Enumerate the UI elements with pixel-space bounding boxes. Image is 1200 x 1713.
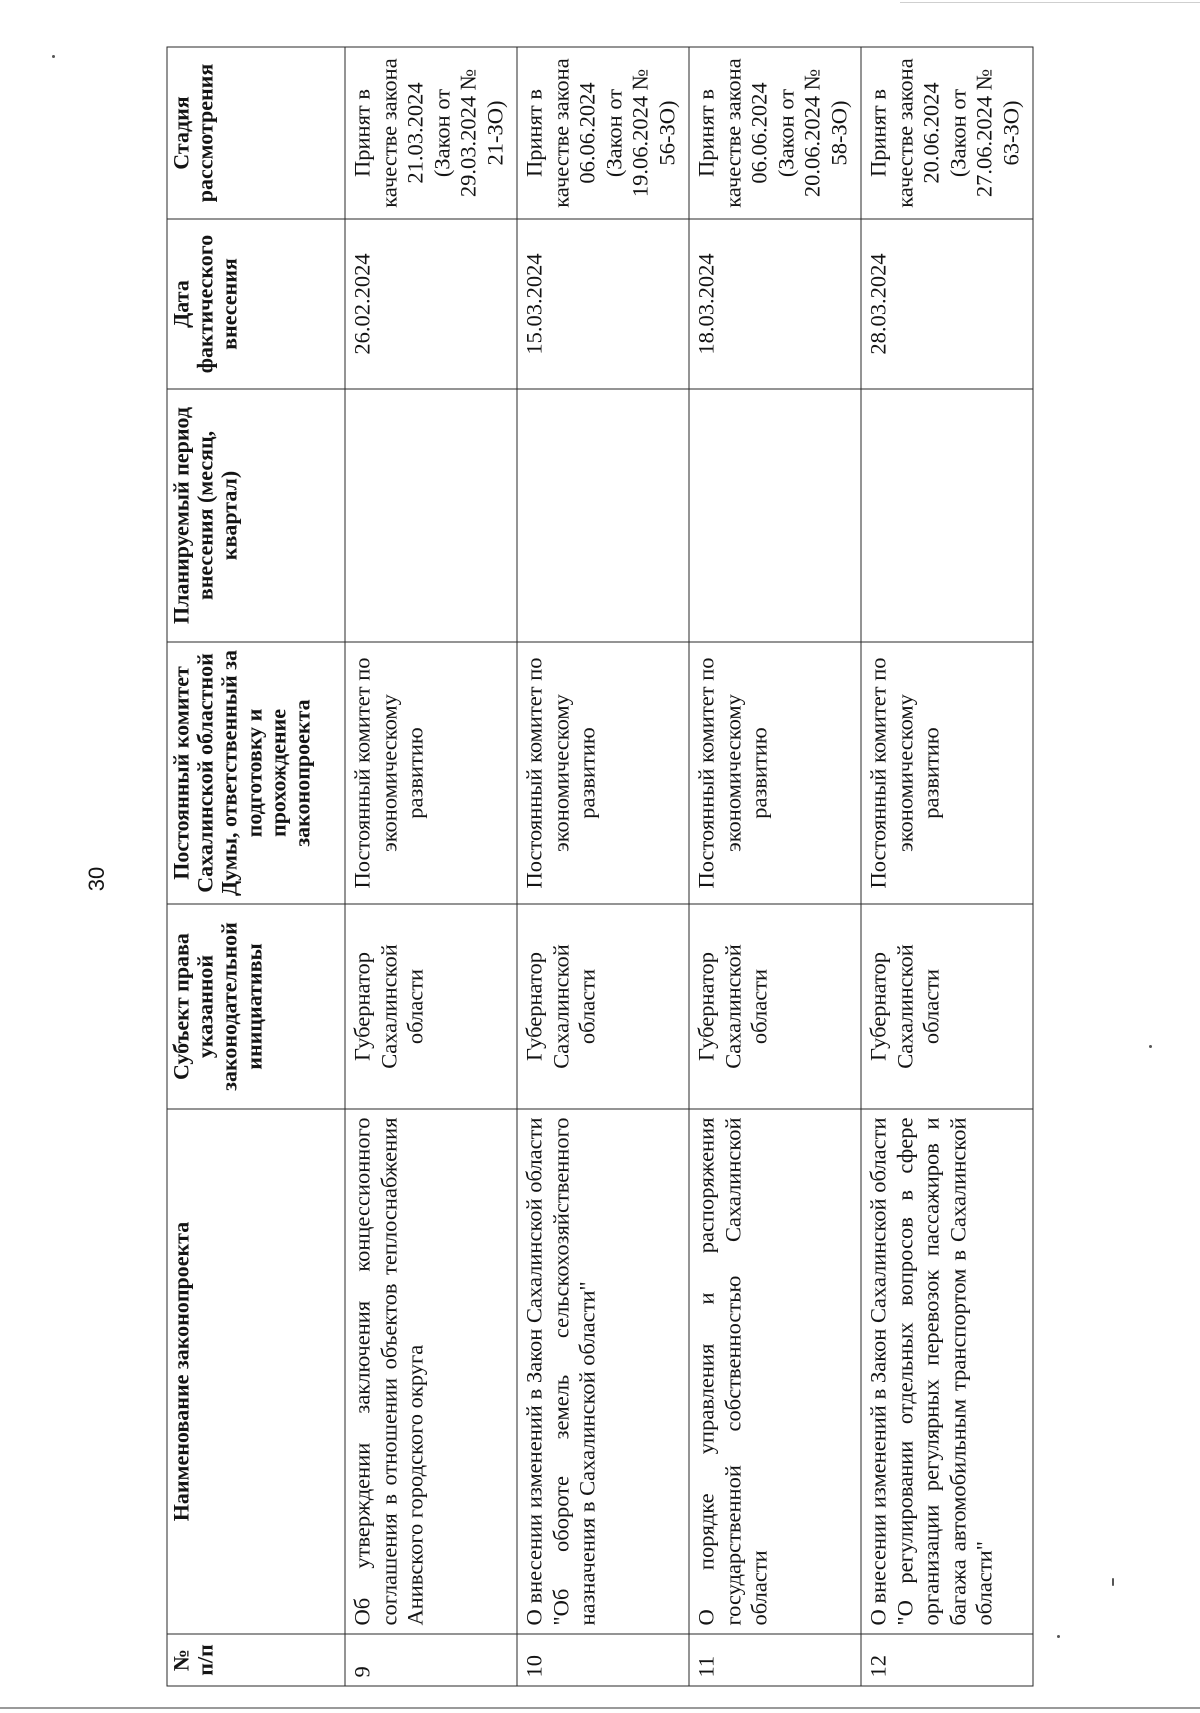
header-committee: Постоянный комитет Сахалинской областной Думы, ответственный за подготовку и прохождение законопроекта bbox=[167, 642, 345, 904]
responsible-committee: Постоянный комитет по экономическому развитию bbox=[345, 642, 517, 904]
responsible-committee: Постоянный комитет по экономическому развитию bbox=[689, 642, 861, 904]
planned-period bbox=[517, 389, 689, 642]
initiative-subject: Губернатор Сахалинской области bbox=[861, 904, 1033, 1109]
table-row bbox=[345, 47, 517, 1686]
page-number: 30 bbox=[84, 866, 109, 892]
scan-speck bbox=[1149, 1045, 1152, 1048]
header-stage: Стадия рассмотрения bbox=[167, 47, 345, 219]
bills-table bbox=[167, 47, 1034, 1687]
review-stage: Принят в качестве закона 06.06.2024 (Закон от 19.06.2024 № 56-ЗО) bbox=[517, 47, 689, 219]
scan-speck bbox=[1057, 1635, 1060, 1638]
review-stage: Принят в качестве закона 20.06.2024 (Закон от 27.06.2024 № 63-ЗО) bbox=[861, 47, 1033, 219]
header-actual-date: Дата фактического внесения bbox=[167, 219, 345, 389]
actual-date: 26.02.2024 bbox=[345, 219, 517, 389]
scan-edge-bottom bbox=[0, 1707, 1200, 1709]
review-stage: Принят в качестве закона 06.06.2024 (Закон от 20.06.2024 № 58-ЗО) bbox=[689, 47, 861, 219]
table-row bbox=[861, 47, 1033, 1686]
bill-name: О порядке управления и распоряжения государственной собственностью Сахалинской области bbox=[689, 1109, 861, 1634]
actual-date: 18.03.2024 bbox=[689, 219, 861, 389]
bill-name: О внесении изменений в Закон Сахалинской области "О регулировании отдельных вопросов в сфере организации регулярных перевозок пассажиров и багажа автомобильным транспортом в Сахалинской области" bbox=[861, 1109, 1033, 1634]
table-row bbox=[517, 47, 689, 1686]
initiative-subject: Губернатор Сахалинской области bbox=[517, 904, 689, 1109]
row-number: 10 bbox=[517, 1634, 689, 1686]
initiative-subject: Губернатор Сахалинской области bbox=[345, 904, 517, 1109]
table-row bbox=[689, 47, 861, 1686]
header-row bbox=[167, 47, 345, 1686]
review-stage: Принят в качестве закона 21.03.2024 (Закон от 29.03.2024 № 21-ЗО) bbox=[345, 47, 517, 219]
responsible-committee: Постоянный комитет по экономическому развитию bbox=[517, 642, 689, 904]
initiative-subject: Губернатор Сахалинской области bbox=[689, 904, 861, 1109]
header-name: Наименование законопроекта bbox=[167, 1109, 345, 1634]
planned-period bbox=[861, 389, 1033, 642]
bill-name: О внесении изменений в Закон Сахалинской области "Об обороте земель сельскохозяйственного назначения в Сахалинской области" bbox=[517, 1109, 689, 1634]
responsible-committee: Постоянный комитет по экономическому развитию bbox=[861, 642, 1033, 904]
planned-period bbox=[689, 389, 861, 642]
scan-edge-top bbox=[900, 2, 1200, 3]
actual-date: 28.03.2024 bbox=[861, 219, 1033, 389]
header-num: № п/п bbox=[167, 1634, 345, 1686]
row-number: 9 bbox=[345, 1634, 517, 1686]
row-number: 12 bbox=[861, 1634, 1033, 1686]
header-subject: Субъект права указанной законодательной инициативы bbox=[167, 904, 345, 1109]
scan-speck bbox=[52, 55, 55, 58]
actual-date: 15.03.2024 bbox=[517, 219, 689, 389]
row-number: 11 bbox=[689, 1634, 861, 1686]
bill-name: Об утверждении заключения концессионного соглашения в отношении объектов теплоснабжения Анивского городского округа bbox=[345, 1109, 517, 1634]
rotated-table-wrapper bbox=[167, 48, 1034, 1687]
planned-period bbox=[345, 389, 517, 642]
scan-speck bbox=[1112, 1578, 1114, 1586]
header-planned: Планируемый период внесения (месяц, квартал) bbox=[167, 389, 345, 642]
